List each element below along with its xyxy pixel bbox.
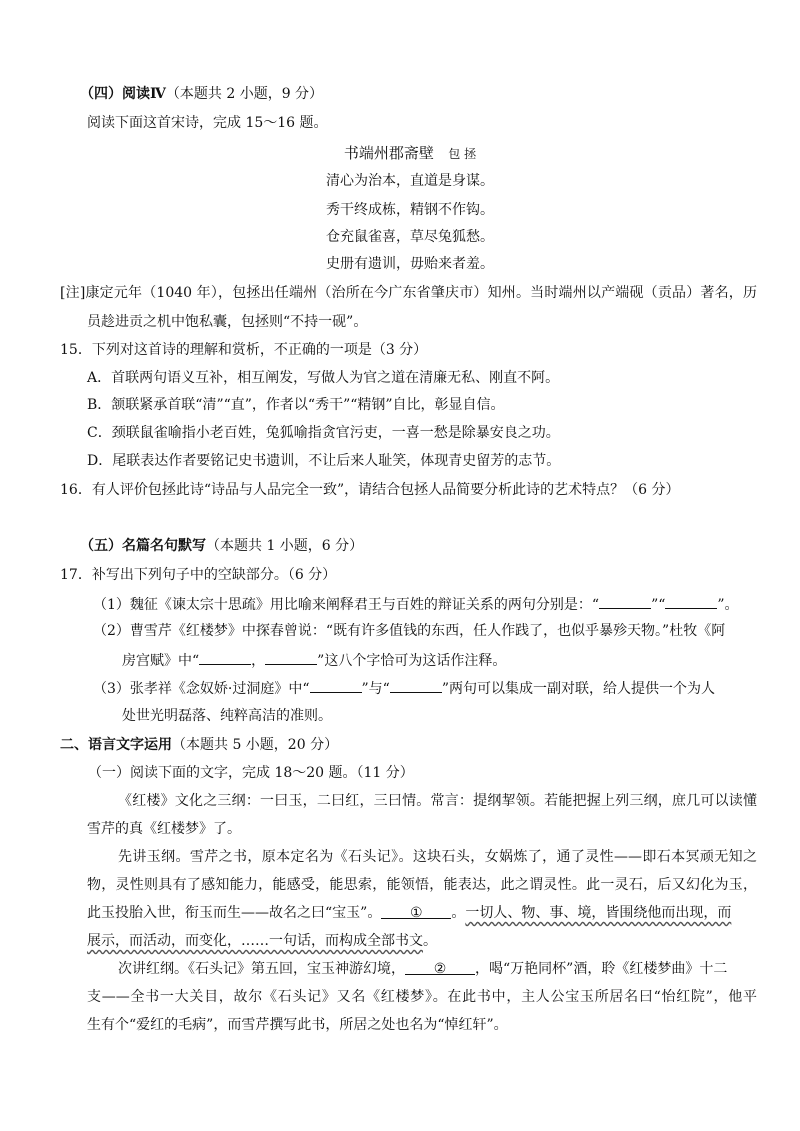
text: ，喝“万艳同杯”酒，聆《红楼梦曲》十二 bbox=[475, 961, 728, 977]
item-text: ， bbox=[251, 653, 266, 669]
section4-heading bbox=[80, 84, 323, 104]
wavy-underlined-text: 展示，而活动，而变化，……一句话，而构成全部书文 bbox=[87, 933, 423, 949]
text: 。 bbox=[423, 933, 437, 949]
text: 。 bbox=[451, 905, 466, 921]
poem-line: 秀干终成栋，精钢不作钩。 bbox=[326, 202, 494, 218]
option-b: B．颔联紧承首联“清”“直”，作者以“秀干”“精钢”自比，彰显自信。 bbox=[87, 397, 505, 413]
answer-blank-2: ② bbox=[405, 959, 475, 975]
item-text: ”这八个字恰可为这话作注释。 bbox=[317, 653, 507, 669]
poem-line: 史册有遗训，毋贻来者羞。 bbox=[326, 256, 494, 272]
question-16: 16．有人评价包拯此诗“诗品与人品完全一致”，请结合包拯人品简要分析此诗的艺术特点？（6 分） bbox=[60, 482, 680, 498]
answer-blank bbox=[390, 677, 442, 693]
paragraph-line bbox=[118, 959, 727, 979]
part2-score: （本题共 5 小题，20 分） bbox=[172, 737, 339, 753]
option-d: D．尾联表达作者要铭记史书遗训，不让后来人耻笑，体现青史留芳的志节。 bbox=[87, 453, 561, 469]
answer-blank bbox=[599, 593, 651, 609]
section4-title: （四）阅读Ⅳ bbox=[80, 86, 166, 102]
question-17: 17．补写出下列句子中的空缺部分。（6 分） bbox=[60, 567, 337, 583]
section5-score: （本题共 1 小题，6 分） bbox=[206, 538, 364, 554]
paragraph-line: 先讲玉纲。雪芹之书，原本定名为《石头记》。这块石头，女娲炼了，通了灵性——即石本冥顽无知之 bbox=[118, 849, 757, 865]
text: 次讲红纲。《石头记》第五回，宝玉神游幻境， bbox=[118, 961, 405, 977]
answer-blank bbox=[199, 649, 251, 665]
question-15: 15．下列对这首诗的理解和赏析，不正确的一项是（3 分） bbox=[60, 342, 428, 358]
q17-item-2: （2）曹雪芹《红楼梦》中探春曾说：“既有许多值钱的东西，任人作践了，也似乎暴殄天物。”杜牧《阿 bbox=[93, 623, 726, 639]
item-text: 房宫赋》中“ bbox=[122, 653, 200, 669]
paragraph-line: 生有个“爱红的毛病”，而雪芹撰写此书，所居之处也名为“悼红轩”。 bbox=[87, 1017, 508, 1033]
poem-author: 包 拯 bbox=[448, 147, 477, 161]
paragraph-line: 《红楼》文化之三纲：一曰玉，二曰红，三曰情。常言：提纲挈领。若能把握上列三纲，庶几可以读懂 bbox=[118, 793, 757, 809]
q17-item-3 bbox=[93, 677, 715, 697]
item-text: （1）魏征《谏太宗十思疏》用比喻来阐释君王与百姓的辩证关系的两句分别是：“ bbox=[93, 597, 600, 613]
text: 此玉投胎入世，衔玉而生——故名之曰“宝玉”。 bbox=[87, 905, 382, 921]
item-text: ”两句可以集成一副对联，给人提供一个为人 bbox=[441, 681, 715, 697]
paragraph-line bbox=[87, 931, 437, 951]
part2-heading bbox=[60, 735, 338, 755]
item-text: ”与“ bbox=[361, 681, 390, 697]
paragraph-line: 物，灵性则具有了感知能力，能感受，能思索，能领悟，能表达，此之谓灵性。此一灵石，后又幻化为玉， bbox=[87, 877, 757, 893]
wavy-underlined-text: 一切人、物、事、境，皆围绕他而出现，而 bbox=[465, 905, 732, 921]
q17-item-3-cont: 处世光明磊落、纯粹高洁的准则。 bbox=[122, 708, 332, 724]
paragraph-line: 支——全书一大关目，故尔《石头记》又名《红楼梦》。在此书中，主人公宝玉所居名曰“怡红院”，他平 bbox=[87, 989, 757, 1005]
answer-blank bbox=[665, 593, 717, 609]
poem-note: [注]康定元年（1040 年），包拯出任端州（治所在今广东省肇庆市）知州。当时端州以产端砚（贡品）著名，历 bbox=[60, 285, 757, 301]
paragraph-line: 雪芹的真《红楼梦》了。 bbox=[87, 821, 241, 837]
q17-item-1 bbox=[93, 593, 739, 613]
poem-line: 清心为治本，直道是身谋。 bbox=[326, 173, 494, 189]
paragraph-line bbox=[87, 903, 757, 923]
answer-blank bbox=[265, 649, 317, 665]
item-text: ”。 bbox=[717, 597, 739, 613]
poem-heading bbox=[0, 143, 800, 163]
q17-item-2-cont bbox=[122, 649, 506, 669]
option-c: C．颈联鼠雀喻指小老百姓，兔狐喻指贪官污吏，一喜一愁是除暴安良之功。 bbox=[87, 425, 560, 441]
item-text: ”“ bbox=[651, 597, 666, 613]
answer-blank bbox=[310, 677, 362, 693]
poem-note-cont: 员趁进贡之机中饱私囊，包拯则“不持一砚”。 bbox=[87, 314, 368, 330]
answer-blank-1: ① bbox=[381, 903, 451, 919]
section4-score: （本题共 2 小题，9 分） bbox=[165, 86, 324, 102]
part2-title: 二、语言文字运用 bbox=[60, 737, 172, 753]
subsection-1: （一）阅读下面的文字，完成 18～20 题。（11 分） bbox=[88, 765, 414, 781]
reading-instruction: 阅读下面这首宋诗，完成 15～16 题。 bbox=[87, 115, 328, 131]
section5-heading bbox=[80, 536, 363, 556]
option-a: A．首联两句语义互补，相互阐发，写做人为官之道在清廉无私、刚直不阿。 bbox=[87, 370, 560, 386]
section5-title: （五）名篇名句默写 bbox=[80, 538, 206, 554]
item-text: （3）张孝祥《念奴娇·过洞庭》中“ bbox=[93, 681, 310, 697]
poem-line: 仓充鼠雀喜，草尽兔狐愁。 bbox=[326, 229, 494, 245]
poem-title: 书端州郡斋壁 bbox=[343, 144, 434, 162]
